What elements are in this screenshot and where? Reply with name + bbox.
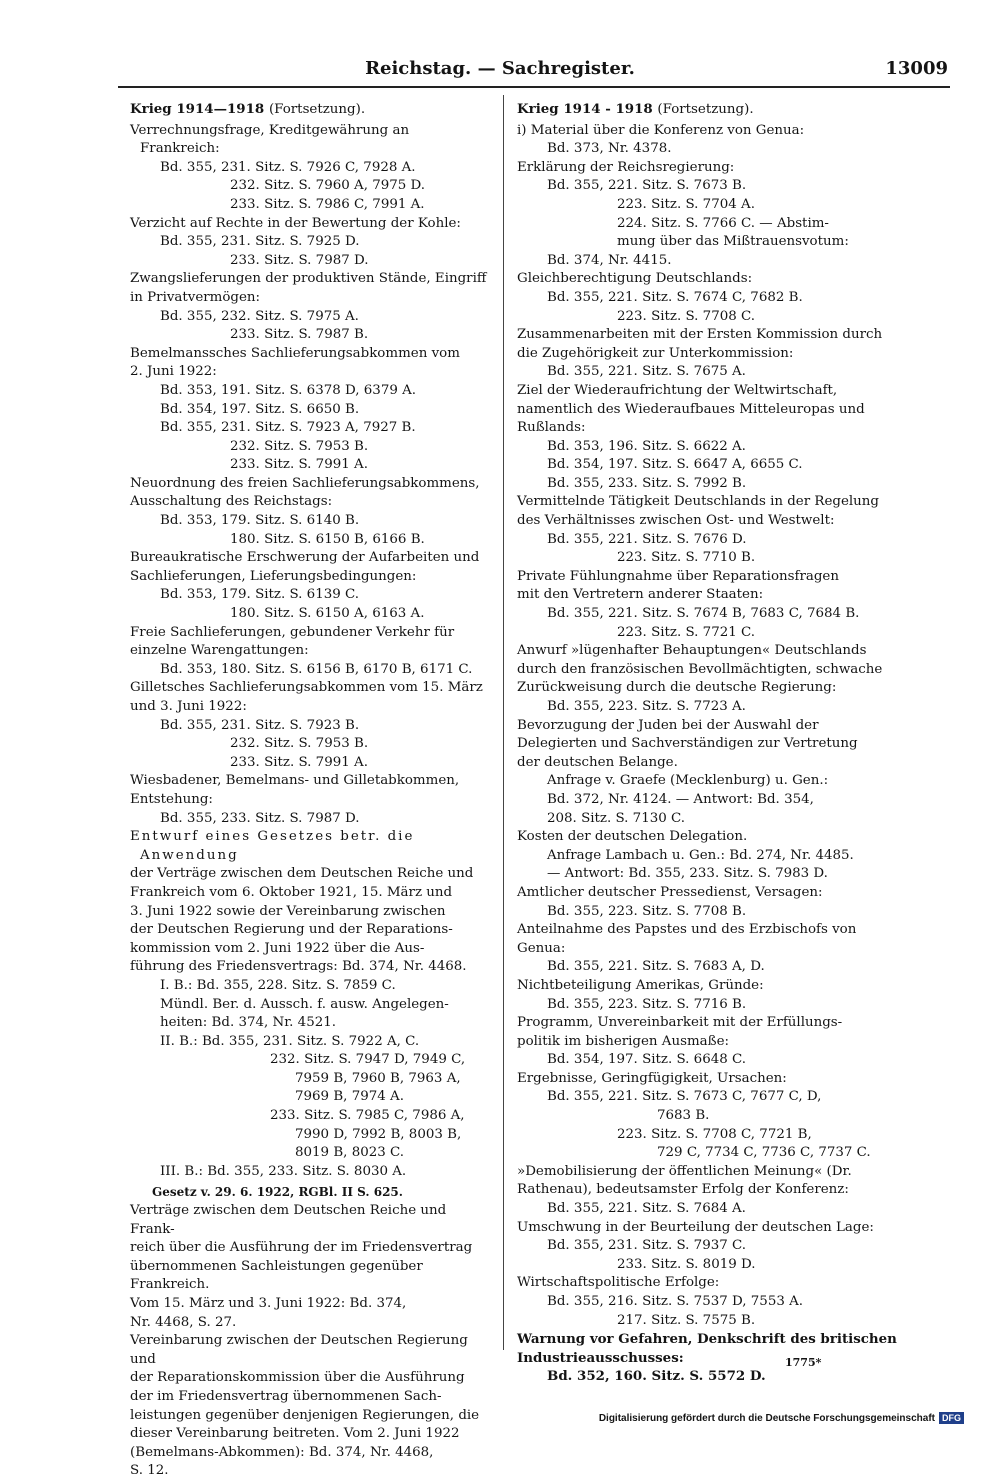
index-line: des Verhältnisses zwischen Ost- und Westwelt: (517, 513, 835, 529)
index-line: Ausschaltung des Reichstags: (130, 494, 333, 510)
index-line: Bd. 352, 160. Sitz. S. 5572 D. (547, 1368, 766, 1385)
index-line: führung des Friedensvertrags: Bd. 374, Nr. 4468. (130, 959, 467, 975)
index-line: 232. Sitz. S. 7947 D, 7949 C, (270, 1052, 466, 1068)
index-line: Bd. 354, 197. Sitz. S. 6648 C. (547, 1052, 747, 1068)
index-line: Amtlicher deutscher Pressedienst, Versagen: (517, 884, 823, 900)
index-line: Kosten der deutschen Delegation. (517, 829, 748, 845)
index-line: Bd. 355, 231. Sitz. S. 7925 D. (160, 234, 360, 250)
index-line: 7959 B, 7960 B, 7963 A, (295, 1070, 461, 1086)
index-line: Wirtschaftspolitische Erfolge: (517, 1275, 720, 1291)
index-line: Zurückweisung durch die deutsche Regierung: (517, 680, 837, 696)
index-line: Ergebnisse, Geringfügigkeit, Ursachen: (517, 1070, 787, 1086)
header-rule (118, 86, 950, 88)
index-line: Bd. 353, 191. Sitz. S. 6378 D, 6379 A. (160, 382, 417, 398)
index-line: Bd. 355, 231. Sitz. S. 7923 B. (160, 717, 360, 733)
index-line: Gilletsches Sachlieferungsabkommen vom 15. März (130, 680, 483, 696)
right-entries (517, 122, 937, 1386)
index-line: Gleichberechtigung Deutschlands: (517, 271, 753, 287)
index-line: 180. Sitz. S. 6150 A, 6163 A. (230, 606, 425, 622)
index-line: Bureaukratische Erschwerung der Aufarbeiten und (130, 550, 480, 566)
index-line: 233. Sitz. S. 8019 D. (617, 1256, 756, 1272)
index-line: 233. Sitz. S. 7986 C, 7991 A. (230, 196, 425, 212)
index-line: 232. Sitz. S. 7953 B. (230, 736, 369, 752)
index-line: 217. Sitz. S. 7575 B. (617, 1312, 756, 1328)
index-line: Anfrage Lambach u. Gen.: Bd. 274, Nr. 4485. (547, 847, 854, 863)
index-line: Bd. 353, 180. Sitz. S. 6156 B, 6170 B, 6171 C. (160, 661, 473, 677)
index-line: kommission vom 2. Juni 1922 über die Aus- (130, 940, 425, 956)
index-line: Bevorzugung der Juden bei der Auswahl der (517, 717, 819, 733)
index-line: Bd. 355, 221. Sitz. S. 7683 A, D. (547, 959, 765, 975)
index-line: Anfrage v. Graefe (Mecklenburg) u. Gen.: (547, 773, 829, 789)
index-line: mit den Vertretern anderer Staaten: (517, 587, 764, 603)
index-line: namentlich des Wiederaufbaues Mitteleuropas und (517, 401, 865, 417)
index-line: Bd. 355, 231. Sitz. S. 7923 A, 7927 B. (160, 420, 416, 436)
footer (599, 1412, 964, 1424)
index-line: »Demobilisierung der öffentlichen Meinung« (Dr. (517, 1163, 852, 1179)
index-line: — Antwort: Bd. 355, 233. Sitz. S. 7983 D. (547, 866, 828, 882)
index-line: 2. Juni 1922: (130, 364, 217, 380)
index-line: S. 12. (130, 1463, 169, 1479)
index-line: Bd. 355, 216. Sitz. S. 7537 D, 7553 A. (547, 1294, 804, 1309)
index-line: Bd. 355, 223. Sitz. S. 7708 B. (547, 903, 747, 919)
index-line: Bd. 373, Nr. 4378. (547, 141, 672, 157)
index-line: 223. Sitz. S. 7721 C. (617, 624, 756, 640)
index-line: Genua: (517, 940, 566, 956)
left-entries (130, 122, 492, 1481)
index-line: Sachlieferungen, Lieferungsbedingungen: (130, 568, 417, 584)
index-line: 232. Sitz. S. 7953 B. (230, 438, 369, 454)
index-line: Bd. 355, 221. Sitz. S. 7684 A. (547, 1201, 746, 1217)
dfg-logo-icon: DFG (939, 1412, 964, 1424)
index-line: Ziel der Wiederaufrichtung der Weltwirtschaft, (517, 382, 838, 398)
index-line: leistungen gegenüber denjenigen Regierungen, die (130, 1407, 480, 1423)
index-line: übernommenen Sachleistungen gegenüber Frankreich. (130, 1258, 423, 1293)
index-line: (Bemelmans-Abkommen): Bd. 374, Nr. 4468, (130, 1444, 434, 1460)
index-line: 729 C, 7734 C, 7736 C, 7737 C. (657, 1145, 871, 1161)
index-line: 3. Juni 1922 sowie der Vereinbarung zwischen (130, 903, 446, 919)
index-line: Bd. 355, 221. Sitz. S. 7676 D. (547, 531, 747, 547)
index-line: Umschwung in der Beurteilung der deutschen Lage: (517, 1219, 874, 1235)
index-line: 233. Sitz. S. 7987 D. (230, 252, 369, 268)
index-line: politik im bisherigen Ausmaße: (517, 1033, 730, 1049)
index-line: Zwangslieferungen der produktiven Stände, Eingriff (130, 271, 487, 287)
index-line: Bd. 355, 232. Sitz. S. 7975 A. (160, 308, 359, 324)
index-line: reich über die Ausführung der im Friedensvertrag (130, 1240, 473, 1256)
index-line: 232. Sitz. S. 7960 A, 7975 D. (230, 178, 426, 194)
left-column (130, 100, 492, 1481)
index-line: Bd. 355, 221. Sitz. S. 7673 B. (547, 178, 747, 194)
index-line: Private Fühlungnahme über Reparationsfragen (517, 568, 839, 584)
index-line: Wiesbadener, Bemelmans- und Gilletabkommen, (130, 773, 460, 789)
index-line: der deutschen Belange. (517, 754, 678, 770)
index-line: Vereinbarung zwischen der Deutschen Regierung und (130, 1333, 468, 1367)
index-line: der im Friedensvertrag übernommenen Sach- (130, 1388, 442, 1404)
index-line: 8019 B, 8023 C. (295, 1145, 405, 1161)
index-line: mung über das Mißtrauensvotum: (617, 234, 849, 250)
index-line: Bemelmanssches Sachlieferungsabkommen vom (130, 345, 460, 361)
index-line: Nichtbeteiligung Amerikas, Gründe: (517, 977, 764, 993)
right-column (517, 100, 937, 1386)
index-line: Mündl. Ber. d. Aussch. f. ausw. Angelegen- (160, 996, 449, 1012)
index-line: 7683 B. (657, 1108, 710, 1124)
index-line: die Zugehörigkeit zur Unterkommission: (517, 345, 794, 361)
index-line: Bd. 374, Nr. 4415. (547, 252, 672, 268)
left-heading (130, 100, 492, 120)
index-line: III. B.: Bd. 355, 233. Sitz. S. 8030 A. (160, 1163, 407, 1179)
index-line: Erklärung der Reichsregierung: (517, 159, 735, 175)
index-line: Verträge zwischen dem Deutschen Reiche und Frank- (130, 1203, 447, 1237)
index-line: i) Material über die Konferenz von Genua: (517, 122, 805, 138)
index-line: Bd. 355, 233. Sitz. S. 7992 B. (547, 475, 747, 491)
index-line: Entstehung: (130, 791, 213, 807)
index-line: Anteilnahme des Papstes und des Erzbischofs von (517, 922, 857, 938)
index-line: Programm, Unvereinbarkeit mit der Erfüllungs- (517, 1015, 843, 1031)
index-line: durch den französischen Bevollmächtigten, schwache (517, 661, 883, 677)
column-divider (503, 95, 504, 1350)
index-line: Frankreich vom 6. Oktober 1921, 15. März und (130, 884, 453, 900)
index-line: der Reparationskommission über die Ausführung (130, 1370, 465, 1386)
index-line: Delegierten und Sachverständigen zur Vertretung (517, 736, 858, 752)
index-line: 233. Sitz. S. 7985 C, 7986 A, (270, 1108, 465, 1124)
index-line: der Deutschen Regierung und der Reparations- (130, 922, 453, 938)
index-line: Bd. 354, 197. Sitz. S. 6650 B. (160, 401, 360, 417)
index-line: Bd. 355, 223. Sitz. S. 7716 B. (547, 996, 747, 1012)
index-line: Bd. 355, 221. Sitz. S. 7674 B, 7683 C, 7684 B. (547, 606, 860, 622)
right-heading (517, 100, 937, 120)
index-line: Gesetz v. 29. 6. 1922, RGBl. II S. 625. (152, 1185, 403, 1200)
signature-mark: 1775* (785, 1356, 822, 1369)
index-line: 233. Sitz. S. 7987 B. (230, 327, 369, 343)
index-line: Industrieausschusses: (517, 1349, 684, 1366)
index-line: Entwurf eines Gesetzes betr. die Anwendung (130, 829, 415, 863)
index-line: 180. Sitz. S. 6150 B, 6166 B. (230, 531, 425, 547)
index-line: Rußlands: (517, 420, 586, 436)
right-heading-sub: (Fortsetzung). (657, 102, 754, 117)
index-line: 223. Sitz. S. 7710 B. (617, 550, 756, 566)
index-line: Nr. 4468, S. 27. (130, 1314, 237, 1330)
index-line: Vermittelnde Tätigkeit Deutschlands in der Regelung (517, 494, 879, 510)
index-line: II. B.: Bd. 355, 231. Sitz. S. 7922 A, C. (160, 1033, 420, 1049)
index-line: Bd. 355, 221. Sitz. S. 7674 C, 7682 B. (547, 289, 803, 305)
index-line: Freie Sachlieferungen, gebundener Verkehr für (130, 624, 455, 640)
index-line: I. B.: Bd. 355, 228. Sitz. S. 7859 C. (160, 977, 396, 993)
index-line: Bd. 355, 231. Sitz. S. 7926 C, 7928 A. (160, 159, 416, 175)
index-line: 224. Sitz. S. 7766 C. — Abstim- (617, 215, 829, 231)
index-line: Bd. 355, 231. Sitz. S. 7937 C. (547, 1238, 747, 1254)
index-line: Bd. 355, 223. Sitz. S. 7723 A. (547, 699, 746, 714)
index-line: und 3. Juni 1922: (130, 699, 247, 714)
index-line: 7990 D, 7992 B, 8003 B, (295, 1126, 462, 1142)
index-line: Bd. 353, 179. Sitz. S. 6140 B. (160, 513, 360, 529)
page-number: 13009 (885, 58, 948, 79)
index-line: 223. Sitz. S. 7708 C. (617, 308, 756, 324)
index-line: Vom 15. März und 3. Juni 1922: Bd. 374, (130, 1296, 407, 1311)
right-heading-title: Krieg 1914 - 1918 (517, 101, 653, 117)
index-line: 208. Sitz. S. 7130 C. (547, 810, 686, 826)
index-line: Bd. 372, Nr. 4124. — Antwort: Bd. 354, (547, 791, 814, 807)
left-heading-sub: (Fortsetzung). (268, 102, 366, 117)
running-title: Reichstag. — Sachregister. (365, 58, 635, 79)
index-line: Anwurf »lügenhafter Behauptungen« Deutschlands (517, 643, 867, 659)
index-line: Verrechnungsfrage, Kreditgewährung an Frankreich: (130, 122, 410, 157)
index-line: Bd. 353, 196. Sitz. S. 6622 A. (547, 438, 746, 454)
index-line: Rathenau), bedeutsamster Erfolg der Konferenz: (517, 1182, 849, 1198)
index-line: Neuordnung des freien Sachlieferungsabkommens, (130, 475, 480, 491)
index-line: Bd. 355, 221. Sitz. S. 7673 C, 7677 C, D, (547, 1089, 822, 1105)
index-line: 7969 B, 7974 A. (295, 1089, 404, 1105)
index-line: 233. Sitz. S. 7991 A. (230, 754, 368, 770)
index-line: 223. Sitz. S. 7704 A. (617, 196, 755, 212)
index-line: Bd. 353, 179. Sitz. S. 6139 C. (160, 587, 360, 603)
index-line: der Verträge zwischen dem Deutschen Reiche und (130, 866, 474, 882)
index-line: Bd. 355, 233. Sitz. S. 7987 D. (160, 810, 360, 826)
index-line: Verzicht auf Rechte in der Bewertung der Kohle: (130, 215, 461, 231)
index-line: Bd. 355, 221. Sitz. S. 7675 A. (547, 364, 746, 380)
index-line: in Privatvermögen: (130, 289, 261, 305)
index-line: Warnung vor Gefahren, Denkschrift des britischen (517, 1331, 897, 1348)
index-line: dieser Vereinbarung beitreten. Vom 2. Juni 1922 (130, 1426, 460, 1442)
index-line: einzelne Warengattungen: (130, 643, 309, 659)
footer-text: Digitalisierung gefördert durch die Deutsche Forschungsgemeinschaft (598, 1412, 935, 1424)
index-line: Bd. 354, 197. Sitz. S. 6647 A, 6655 C. (547, 457, 803, 473)
index-line: 223. Sitz. S. 7708 C, 7721 B, (617, 1126, 812, 1142)
index-line: 233. Sitz. S. 7991 A. (230, 457, 368, 473)
page-header (0, 58, 1000, 84)
index-line: Zusammenarbeiten mit der Ersten Kommission durch (517, 327, 883, 343)
index-line: heiten: Bd. 374, Nr. 4521. (160, 1015, 337, 1031)
left-heading-title: Krieg 1914—1918 (130, 101, 265, 117)
